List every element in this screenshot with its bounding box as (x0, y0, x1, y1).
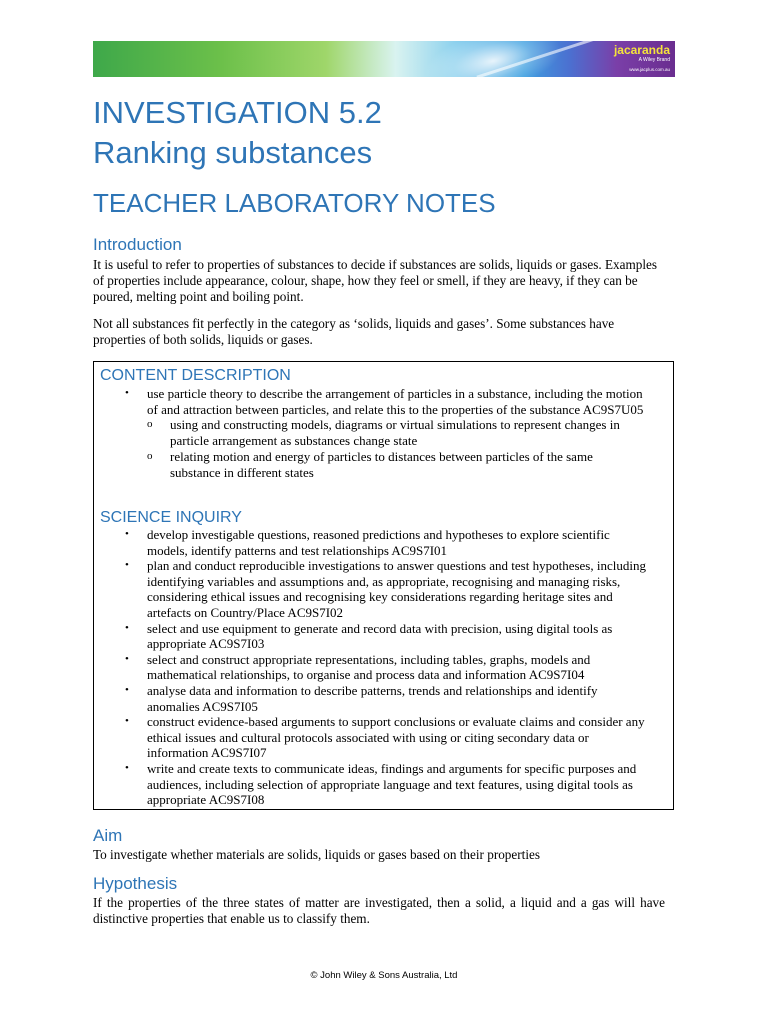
bullet-icon: • (125, 715, 129, 728)
list-item-text: select and use equipment to generate and record data with precision, using digital tools as appropriate AC9S7I03 (147, 620, 613, 652)
bullet-icon: • (125, 621, 129, 634)
footer-copyright: © John Wiley & Sons Australia, Ltd (310, 970, 458, 981)
list-item (125, 386, 647, 481)
aim-heading: Aim (93, 826, 123, 845)
science-inquiry-list (125, 527, 647, 808)
list-item (125, 527, 647, 558)
list-item-text: write and create texts to communicate ideas, findings and arguments for specific purposes and audiences, including selection of appropriate language and text features, using digital tools as appropriate AC9S7I08 (147, 760, 637, 808)
investigation-subtitle: Ranking substances (93, 135, 373, 170)
brand-logo (614, 44, 670, 73)
brand-tagline: A Wiley Brand (638, 57, 670, 63)
curriculum-box (93, 361, 674, 810)
circle-bullet-icon: o (147, 418, 153, 431)
introduction-paragraph-2: Not all substances fit perfectly in the category as ‘solids, liquids and gases’. Some substances have properties of both solids, liquids or gases. (93, 316, 615, 347)
sublist-item-text: relating motion and energy of particles to distances between particles of the same substance in different states (170, 449, 593, 480)
content-description-sublist (147, 417, 640, 480)
brand-url: www.jacplus.com.au (629, 67, 670, 72)
list-item-text: develop investigable questions, reasoned predictions and hypotheses to explore scientific models, identify patterns and test relationships AC9S7I01 (147, 527, 610, 558)
bullet-icon: • (125, 387, 129, 399)
list-item (125, 651, 647, 683)
list-item-text: select and construct appropriate representations, including tables, graphs, models and mathematical relationships, to organise and process data and information AC9S7I04 (147, 651, 591, 683)
hypothesis-text: If the properties of the three states of matter are investigated, then a solid, a liquid and a gas will have distinctive properties that enable us to classify them. (93, 895, 665, 926)
bullet-icon: • (125, 761, 129, 774)
list-item-text: analyse data and information to describe patterns, trends and relationships and identify anomalies AC9S7I05 (147, 682, 598, 714)
bullet-icon: • (125, 683, 129, 696)
list-item (125, 714, 647, 761)
bullet-icon: • (125, 528, 129, 540)
list-item-text: use particle theory to describe the arrangement of particles in a substance, including the motion of and attraction between particles, and relate this to the properties of the substance AC9S7U05 (147, 386, 644, 417)
circle-bullet-icon: o (147, 450, 153, 463)
introduction-heading: Introduction (93, 235, 182, 254)
hypothesis-heading: Hypothesis (93, 874, 178, 893)
aim-text: To investigate whether materials are solids, liquids or gases based on their properties (93, 847, 540, 862)
list-item-text: construct evidence-based arguments to support conclusions or evaluate claims and consider any ethical issues and cultural protocols associated with using or citing secondary data or information AC9S7I07 (147, 714, 645, 761)
content-description-heading: CONTENT DESCRIPTION (100, 367, 291, 384)
bullet-icon: • (125, 559, 129, 572)
introduction-paragraph-1: It is useful to refer to properties of substances to decide if substances are solids, liquids or gases. Examples of properties include appearance, colour, shape, how they feel or smell, if they are heavy, if they can be poured, melting point and boiling point. (93, 257, 657, 304)
list-item (125, 682, 647, 714)
header-banner (93, 41, 675, 77)
list-item (125, 620, 647, 652)
sublist-item (147, 417, 640, 448)
list-item (125, 760, 647, 808)
sublist-item (147, 449, 640, 480)
investigation-title: INVESTIGATION 5.2 (93, 95, 382, 130)
notes-title: TEACHER LABORATORY NOTES (93, 188, 496, 218)
science-inquiry-heading: SCIENCE INQUIRY (100, 509, 242, 526)
list-item-text: plan and conduct reproducible investigations to answer questions and test hypotheses, including identifying variables and assumptions and, as appropriate, recognising and managing risks, considering ethical issues and recognising key considerations regarding heritage sites and artefacts on Country/Place AC9S7I02 (147, 558, 646, 620)
content-description-list (125, 386, 647, 481)
bullet-icon: • (125, 652, 129, 665)
sublist-item-text: using and constructing models, diagrams or virtual simulations to represent changes in particle arrangement as substances change state (170, 417, 620, 448)
list-item (125, 558, 647, 620)
brand-name: jacaranda (613, 43, 670, 57)
